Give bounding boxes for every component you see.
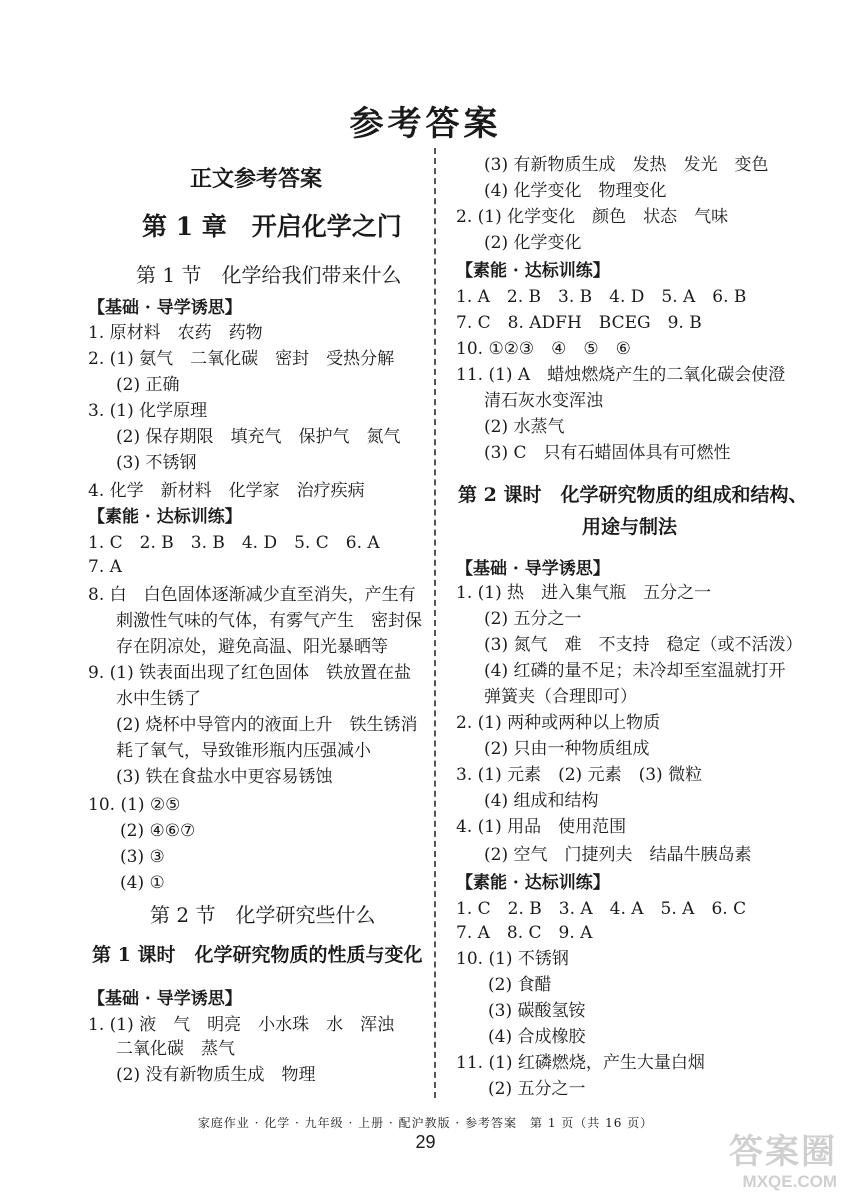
answer-line: 3. (1) 元素 (2) 元素 (3) 微粒: [456, 765, 703, 785]
section-heading: 第 1 课时 化学研究物质的性质与变化: [92, 944, 423, 966]
answer-line: 2. (1) 化学变化 颜色 状态 气味: [456, 207, 729, 227]
answer-line: 【基础 · 导学诱思】: [88, 989, 242, 1009]
answer-line: 4. (1) 用品 使用范围: [456, 817, 627, 837]
answer-line: 1. (1) 热 进入集气瓶 五分之一: [456, 583, 712, 603]
answer-line: (4) ①: [120, 873, 165, 893]
answer-line: 1. 原材料 农药 药物: [88, 323, 263, 343]
answer-line: 10. ①②③ ④ ⑤ ⑥: [456, 339, 631, 359]
answer-line: 【基础 · 导学诱思】: [88, 298, 242, 318]
answer-line: (2) 化学变化: [484, 233, 582, 253]
page-title: 参考答案: [349, 104, 502, 144]
answer-line: 1. (1) 液 气 明亮 小水珠 水 浑浊: [88, 1015, 395, 1035]
answer-line: (2) 烧杯中导管内的液面上升 铁生锈消: [116, 715, 418, 735]
answer-line: (3) C 只有石蜡固体具有可燃性: [484, 443, 731, 463]
section-heading: 正文参考答案: [190, 166, 323, 192]
answer-line: (3) 氮气 难 不支持 稳定（或不活泼）: [484, 635, 803, 655]
answer-line: (4) 组成和结构: [484, 791, 599, 811]
answer-line: 4. 化学 新材料 化学家 治疗疾病: [88, 481, 365, 501]
answer-line: (2) 没有新物质生成 物理: [116, 1065, 316, 1085]
section-heading: 第 1 章 开启化学之门: [142, 212, 402, 241]
page-footer: 家庭作业 · 化学 · 九年级 · 上册 · 配沪教版 · 参考答案 第 1 页（共 16 页）: [197, 1116, 654, 1130]
answer-line: (2) 五分之一: [484, 609, 582, 629]
answer-line: 【素能 · 达标训练】: [88, 507, 242, 527]
answer-line: (2) 五分之一: [488, 1079, 586, 1099]
answer-line: 11. (1) 红磷燃烧，产生大量白烟: [456, 1053, 705, 1073]
answer-line: (4) 化学变化 物理变化: [484, 181, 667, 201]
column-divider: [434, 148, 436, 1098]
answer-line: (2) 空气 门捷列夫 结晶牛胰岛素: [484, 845, 752, 865]
answer-line: (2) 只由一种物质组成: [484, 739, 650, 759]
answer-line: (2) 正确: [116, 375, 180, 395]
answer-line: 9. (1) 铁表面出现了红色固体 铁放置在盐: [88, 663, 412, 683]
answer-line: 耗了氧气，导致锥形瓶内压强减小: [116, 741, 371, 761]
answer-line: 10. (1) 不锈钢: [456, 949, 569, 969]
watermark-url: MXQE.COM: [742, 1172, 837, 1191]
answer-line: 【基础 · 导学诱思】: [456, 559, 610, 579]
answer-line: 存在阴凉处，避免高温、阳光暴晒等: [116, 637, 388, 657]
answer-line: (3) 有新物质生成 发热 发光 变色: [484, 155, 769, 175]
answer-line: 7. C 8. ADFH BCEG 9. B: [456, 313, 702, 333]
section-heading: 第 2 课时 化学研究物质的组成和结构、: [458, 484, 808, 506]
answer-line: 1. C 2. B 3. A 4. A 5. A 6. C: [456, 899, 747, 919]
answer-line: (4) 红磷的量不足；未冷却至室温就打开: [484, 661, 786, 681]
answer-line: (2) 保存期限 填充气 保护气 氮气: [116, 427, 401, 447]
answer-line: (3) 铁在食盐水中更容易锈蚀: [116, 767, 333, 787]
answer-line: (3) ③: [120, 847, 165, 867]
answer-line: (3) 不锈钢: [116, 453, 197, 473]
answer-line: 弹簧夹（合理即可）: [484, 687, 637, 707]
answer-line: (2) ④⑥⑦: [120, 821, 196, 841]
answer-line: 水中生锈了: [116, 689, 201, 709]
section-heading: 第 2 节 化学研究些什么: [150, 903, 376, 927]
watermark-text: 答案圈: [729, 1133, 837, 1171]
answer-line: 3. (1) 化学原理: [88, 401, 208, 421]
answer-line: 7. A: [88, 557, 122, 577]
answer-line: 8. 白 白色固体逐渐减少直至消失，产生有: [88, 585, 416, 605]
answer-line: 2. (1) 氨气 二氧化碳 密封 受热分解: [88, 349, 395, 369]
answer-line: (3) 碳酸氢铵: [488, 1001, 586, 1021]
section-heading: 用途与制法: [582, 516, 678, 538]
answer-line: 1. C 2. B 3. B 4. D 5. C 6. A: [88, 533, 380, 553]
answer-line: (4) 合成橡胶: [488, 1027, 586, 1047]
answer-line: 二氧化碳 蒸气: [116, 1039, 235, 1059]
answer-line: 11. (1) A 蜡烛燃烧产生的二氧化碳会使澄: [456, 365, 786, 385]
answer-line: 刺激性气味的气体，有雾气产生 密封保: [116, 611, 422, 631]
answer-line: 【素能 · 达标训练】: [456, 261, 610, 281]
answer-line: (2) 水蒸气: [484, 417, 565, 437]
section-heading: 第 1 节 化学给我们带来什么: [136, 263, 402, 287]
answer-line: 1. A 2. B 3. B 4. D 5. A 6. B: [456, 287, 747, 307]
answer-line: 【素能 · 达标训练】: [456, 873, 610, 893]
answer-line: 7. A 8. C 9. A: [456, 923, 593, 943]
watermark-logo: [729, 1124, 837, 1194]
answer-line: 10. (1) ②⑤: [88, 795, 181, 815]
page-number: 29: [415, 1132, 436, 1152]
answer-line: 清石灰水变浑浊: [484, 391, 603, 411]
answer-line: (2) 食醋: [488, 975, 552, 995]
answer-line: 2. (1) 两种或两种以上物质: [456, 713, 661, 733]
